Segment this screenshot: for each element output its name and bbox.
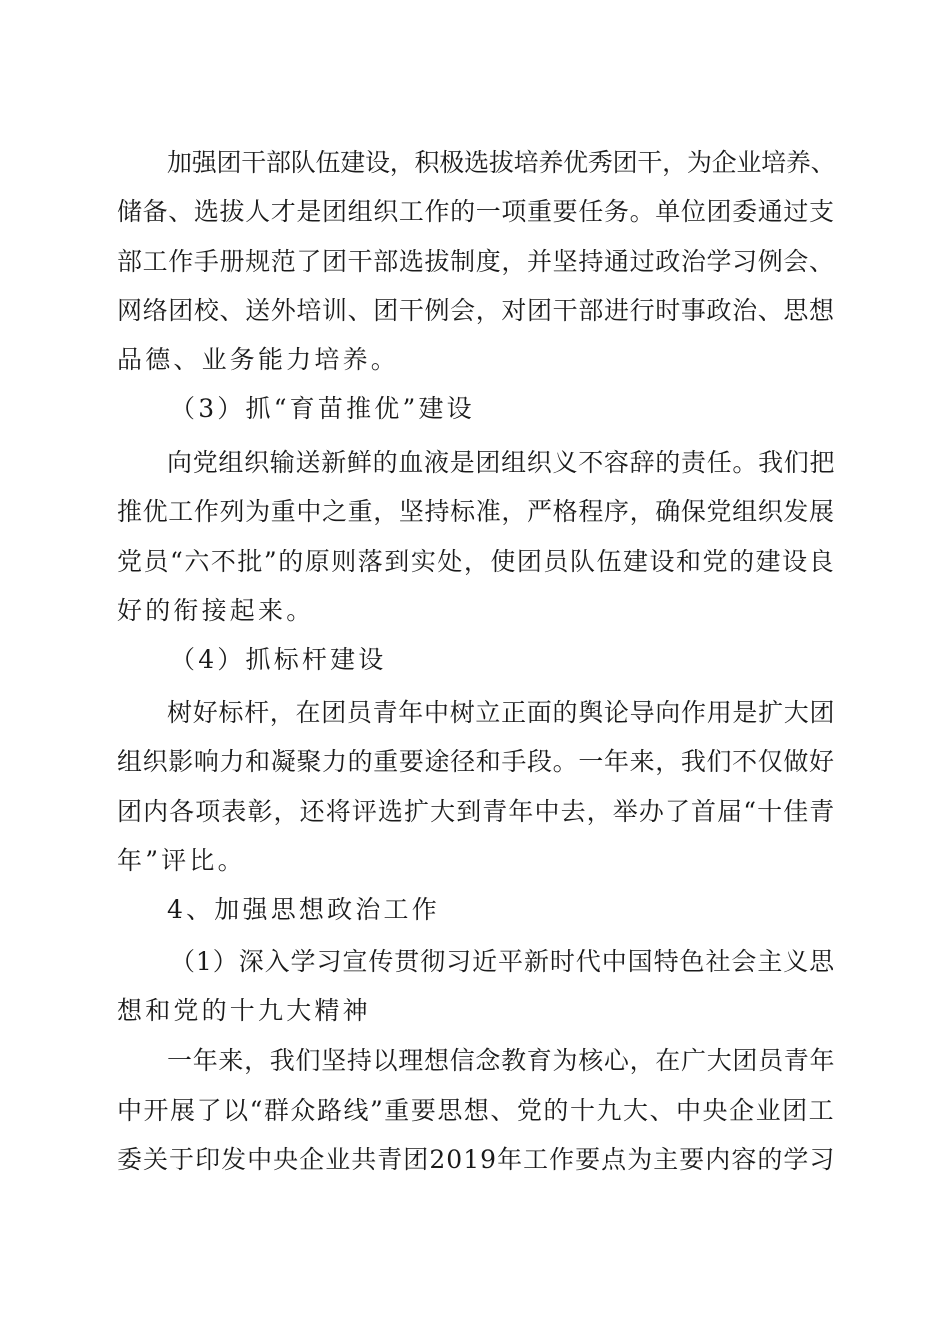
section-heading: （3）抓“育苗推优”建设 [170, 394, 475, 423]
section-heading: （1）深入学习宣传贯彻习近平新时代中国特色社会主义思 [170, 947, 836, 976]
paragraph-line: 一年来，我们坚持以理想信念教育为核心，在广大团员青年 [167, 1046, 836, 1075]
section-heading: 4、加强思想政治工作 [167, 895, 440, 924]
paragraph-line: 中开展了以“群众路线”重要思想、党的十九大、中央企业团工 [117, 1096, 836, 1125]
paragraph-line: 年”评比。 [117, 846, 246, 875]
paragraph-line: 加强团干部队伍建设，积极选拔培养优秀团干，为企业培养、 [167, 148, 836, 177]
paragraph-line: 树好标杆，在团员青年中树立正面的舆论导向作用是扩大团 [167, 698, 836, 727]
paragraph-line: 委关于印发中央企业共青团2019年工作要点为主要内容的学习 [117, 1145, 836, 1174]
paragraph-line: 团内各项表彰，还将评选扩大到青年中去，举办了首届“十佳青 [117, 797, 836, 826]
paragraph-line: 部工作手册规范了团干部选拔制度，并坚持通过政治学习例会、 [117, 247, 835, 276]
section-heading: （4）抓标杆建设 [170, 645, 387, 674]
paragraph-line: 党员“六不批”的原则落到实处，使团员队伍建设和党的建设良 [117, 547, 836, 576]
section-heading: 想和党的十九大精神 [117, 996, 371, 1025]
paragraph-line: 网络团校、送外培训、团干例会，对团干部进行时事政治、思想 [117, 296, 835, 325]
paragraph-line: 推优工作列为重中之重，坚持标准，严格程序，确保党组织发展 [117, 497, 835, 526]
paragraph-line: 向党组织输送新鲜的血液是团组织义不容辞的责任。我们把 [167, 448, 836, 477]
paragraph-line: 好的衔接起来。 [117, 596, 315, 625]
paragraph-line: 品德、业务能力培养。 [117, 345, 400, 374]
paragraph-line: 组织影响力和凝聚力的重要途径和手段。一年来，我们不仅做好 [117, 747, 835, 776]
paragraph-line: 储备、选拔人才是团组织工作的一项重要任务。单位团委通过支 [117, 197, 835, 226]
